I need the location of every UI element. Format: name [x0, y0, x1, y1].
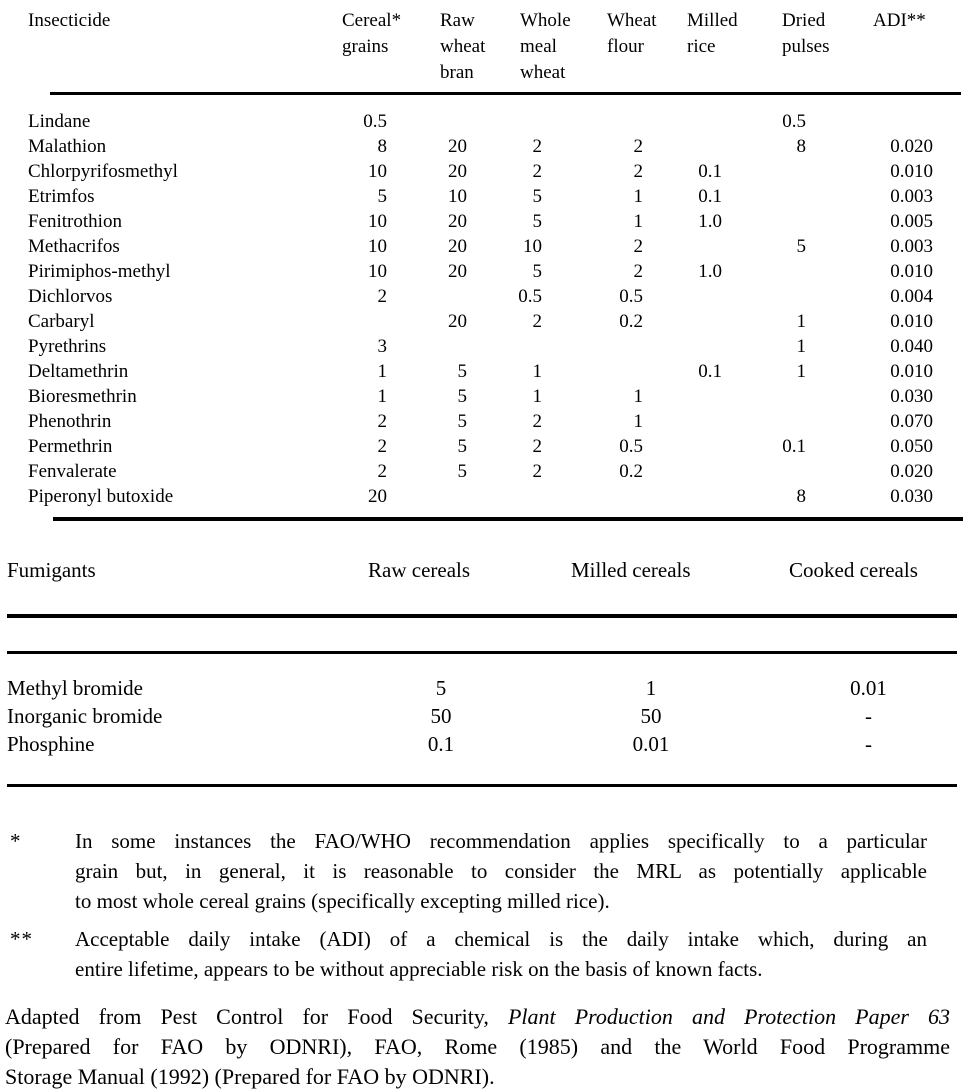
insecticide-name: Lindane [28, 111, 91, 132]
mrl-value: 2 [532, 411, 542, 432]
mrl-value: 1.0 [698, 211, 722, 232]
table-row [0, 484, 938, 509]
footnote [0, 924, 963, 984]
column-header-dried-pulses [727, 8, 830, 86]
column-header-line: Dried [782, 10, 826, 31]
mrl-value [547, 359, 648, 384]
mrl-value: 2 [633, 236, 643, 257]
fumigant-mrl-table [4, 544, 957, 794]
column-header-insecticide [0, 8, 335, 86]
column-header-line: meal [520, 36, 557, 57]
footnote-marker: ** [10, 927, 33, 951]
top-rule-row [4, 594, 957, 630]
mrl-value: - [865, 732, 872, 756]
mrl-value [727, 459, 811, 484]
fumigant-name: Phosphine [7, 732, 95, 756]
mrl-value: 0.5 [619, 286, 643, 307]
insecticide-name: Etrimfos [28, 186, 95, 207]
insecticide-mrl-table [0, 8, 938, 521]
footnote-line: entire lifetime, appears to be without appreciable risk on the basis of known facts. [75, 957, 763, 981]
insecticide-name: Deltamethrin [28, 361, 129, 382]
mrl-value: 1 [796, 336, 806, 357]
column-header-line: Cereal* [342, 10, 402, 31]
table-row [0, 259, 938, 284]
table-row [0, 234, 938, 259]
mrl-value [547, 484, 648, 509]
mrl-value: 20 [448, 136, 467, 157]
mrl-value [472, 109, 547, 134]
mrl-value [472, 334, 547, 359]
column-header-line: wheat [440, 36, 486, 57]
mrl-value: 0.010 [890, 261, 933, 282]
footnote [0, 826, 963, 916]
mrl-value: 1 [633, 186, 643, 207]
fumigant-name: Methyl bromide [7, 676, 143, 700]
footnote-text [75, 924, 940, 984]
column-header-fumigants: Fumigants [7, 558, 96, 582]
mrl-value: 2 [633, 136, 643, 157]
mrl-value: 20 [448, 236, 467, 257]
mrl-value [648, 409, 727, 434]
column-header-raw-cereals: Raw cereals [368, 558, 471, 582]
source-text: Adapted from Pest Control for Food Security, [5, 1004, 508, 1029]
column-header-line: Whole [520, 10, 571, 31]
mrl-value: 0.010 [890, 311, 933, 332]
column-header-line: ADI** [873, 10, 926, 31]
mrl-value: 0.070 [890, 411, 933, 432]
bottom-rule-row [4, 758, 957, 794]
mrl-value: 20 [368, 486, 387, 507]
mrl-value: 2 [532, 311, 542, 332]
mrl-value: 10 [448, 186, 467, 207]
mrl-value [392, 334, 472, 359]
table-row [0, 334, 938, 359]
mrl-value: 0.003 [890, 236, 933, 257]
table-row [4, 730, 957, 758]
mrl-value: 0.050 [890, 436, 933, 457]
insecticide-name: Pirimiphos-methyl [28, 261, 171, 282]
mrl-value: 0.2 [619, 311, 643, 332]
mrl-value [648, 134, 727, 159]
mrl-value: 1 [377, 361, 387, 382]
source-line [5, 1062, 950, 1092]
mrl-value: 1.0 [698, 261, 722, 282]
insecticide-name: Phenothrin [28, 411, 112, 432]
mrl-value [547, 334, 648, 359]
column-header-milled-cereals: Milled cereals [571, 558, 691, 582]
mrl-value [392, 284, 472, 309]
column-header-cereal-grains [335, 8, 402, 86]
mrl-value: 1 [796, 311, 806, 332]
mrl-value [648, 334, 727, 359]
mrl-value: 2 [532, 436, 542, 457]
mrl-value: 5 [457, 386, 467, 407]
column-header-line: pulses [782, 36, 830, 57]
mrl-value: 5 [532, 211, 542, 232]
mrl-value: 20 [448, 261, 467, 282]
mrl-value: 2 [633, 261, 643, 282]
mrl-value: 2 [532, 461, 542, 482]
mrl-value: 5 [377, 186, 387, 207]
mrl-value: 0.1 [698, 161, 722, 182]
mrl-value [727, 384, 811, 409]
mrl-value: 20 [448, 211, 467, 232]
source-italic-title: Plant Production and Protection Paper 63 [507, 1004, 950, 1029]
table-row [0, 384, 938, 409]
mrl-value: - [865, 704, 872, 728]
column-header-cooked-cereals: Cooked cereals [789, 558, 918, 582]
insecticide-name: Piperonyl butoxide [28, 486, 174, 507]
fumigant-table-body [4, 666, 957, 758]
mrl-value [648, 234, 727, 259]
column-header-raw-wheat-bran [392, 8, 486, 86]
mrl-value [727, 184, 811, 209]
insecticide-name: Permethrin [28, 436, 113, 457]
mrl-value [727, 409, 811, 434]
mrl-value [648, 309, 727, 334]
mrl-value: 5 [457, 436, 467, 457]
mrl-value: 5 [457, 361, 467, 382]
mrl-value: 2 [377, 411, 387, 432]
source-text: (Prepared for FAO by ODNRI), FAO, Rome (1985) and the World Food Programme [5, 1034, 950, 1059]
table-row [0, 459, 938, 484]
bottom-rule-row [0, 509, 938, 521]
mrl-value: 50 [640, 704, 662, 728]
mrl-value: 10 [523, 236, 542, 257]
column-header-line: flour [607, 36, 644, 57]
mrl-value [727, 284, 811, 309]
table-row [0, 409, 938, 434]
mrl-value: 0.2 [619, 461, 643, 482]
insecticide-table-header-row [0, 8, 938, 86]
mrl-value: 5 [457, 461, 467, 482]
footnotes-block [0, 826, 963, 984]
mrl-value: 5 [457, 411, 467, 432]
mrl-value: 0.5 [782, 111, 806, 132]
column-header-milled-rice [648, 8, 738, 86]
mrl-value: 5 [532, 186, 542, 207]
header-rule-row [0, 86, 938, 109]
mrl-value: 0.010 [890, 361, 933, 382]
column-header-line: rice [687, 36, 716, 57]
table-row [0, 184, 938, 209]
table-row [0, 109, 938, 134]
mrl-value: 20 [448, 311, 467, 332]
mrl-value: 0.1 [427, 732, 455, 756]
mrl-value [811, 109, 938, 134]
mrl-value [648, 109, 727, 134]
mrl-value: 0.01 [632, 732, 670, 756]
insecticide-name: Malathion [28, 136, 107, 157]
table-row [0, 159, 938, 184]
column-header-line: grains [342, 36, 389, 57]
table-rule [7, 784, 957, 787]
insecticide-name: Pyrethrins [28, 336, 107, 357]
footnote-line: Acceptable daily intake (ADI) of a chemical is the daily intake which, during an [75, 927, 927, 951]
mrl-value: 10 [368, 261, 387, 282]
mrl-value: 8 [377, 136, 387, 157]
mrl-value: 1 [633, 386, 643, 407]
mrl-value [472, 484, 547, 509]
source-text: Storage Manual (1992) (Prepared for FAO by ODNRI). [5, 1064, 495, 1089]
mrl-value: 0.004 [890, 286, 933, 307]
table-row [4, 702, 957, 730]
mrl-value: 0.010 [890, 161, 933, 182]
table-rule [7, 614, 957, 618]
source-line [5, 1002, 950, 1032]
footnote-line: grain but, in general, it is reasonable to consider the MRL as potentially applicable [75, 859, 927, 883]
mrl-value [335, 309, 392, 334]
footnote-line: In some instances the FAO/WHO recommendation applies specifically to a particular [75, 829, 927, 853]
table-rule [7, 651, 957, 654]
fumigant-table-header-row [4, 544, 957, 594]
table-row [0, 134, 938, 159]
table-row [0, 434, 938, 459]
table-rule [53, 517, 963, 521]
mrl-value [648, 284, 727, 309]
table-row [0, 359, 938, 384]
column-header-line: wheat [520, 62, 566, 83]
column-header-line: Raw [440, 10, 475, 31]
mrl-value: 0.1 [698, 361, 722, 382]
footnote-marker: * [10, 829, 22, 853]
column-header-line: bran [440, 62, 474, 83]
column-header-line: Milled [687, 10, 738, 31]
mrl-value: 0.5 [619, 436, 643, 457]
mrl-value [392, 109, 472, 134]
mrl-value: 2 [633, 161, 643, 182]
mrl-value: 8 [796, 136, 806, 157]
mrl-value: 0.5 [363, 111, 387, 132]
column-header-adi [811, 8, 938, 86]
mrl-value: 2 [532, 136, 542, 157]
insecticide-name: Fenitrothion [28, 211, 122, 232]
mrl-value: 2 [377, 436, 387, 457]
source-line [5, 1032, 950, 1062]
source-citation [5, 1002, 950, 1092]
mrl-value: 0.1 [698, 186, 722, 207]
mrl-value: 0.005 [890, 211, 933, 232]
mrl-value: 20 [448, 161, 467, 182]
mrl-value: 2 [532, 161, 542, 182]
mrl-value: 1 [633, 411, 643, 432]
table-row [0, 284, 938, 309]
mrl-value [648, 459, 727, 484]
mrl-value: 0.040 [890, 336, 933, 357]
mrl-value: 0.030 [890, 386, 933, 407]
mrl-value: 0.003 [890, 186, 933, 207]
mrl-value [727, 259, 811, 284]
mrl-value [648, 384, 727, 409]
mrl-value: 1 [796, 361, 806, 382]
mrl-value: 2 [377, 286, 387, 307]
insecticide-name: Carbaryl [28, 311, 95, 332]
mrl-value: 5 [796, 236, 806, 257]
scanned-page [0, 8, 963, 1089]
mrl-value: 10 [368, 211, 387, 232]
mrl-value [648, 484, 727, 509]
mrl-value: 5 [532, 261, 542, 282]
mrl-value: 3 [377, 336, 387, 357]
mrl-value: 2 [377, 461, 387, 482]
insecticide-name: Methacrifos [28, 236, 120, 257]
mrl-value: 10 [368, 236, 387, 257]
table-rule [50, 92, 961, 95]
mrl-value [547, 109, 648, 134]
mrl-value [727, 159, 811, 184]
insecticide-name: Dichlorvos [28, 286, 113, 307]
mrl-value: 50 [430, 704, 452, 728]
mrl-value: 0.1 [782, 436, 806, 457]
mrl-value: 10 [368, 161, 387, 182]
table-row [4, 666, 957, 702]
header-rule-row [4, 630, 957, 666]
insecticide-table-body [0, 109, 938, 509]
mrl-value: 1 [532, 361, 542, 382]
mrl-value [392, 484, 472, 509]
column-header-line: Wheat [607, 10, 657, 31]
table-row [0, 209, 938, 234]
mrl-value [727, 209, 811, 234]
mrl-value: 1 [645, 676, 657, 700]
mrl-value: 0.5 [518, 286, 542, 307]
footnote-line: to most whole cereal grains (specifically excepting milled rice). [75, 889, 610, 913]
mrl-value [648, 434, 727, 459]
mrl-value: 1 [377, 386, 387, 407]
mrl-value: 0.020 [890, 461, 933, 482]
column-header-line: Insecticide [28, 10, 111, 31]
mrl-value: 1 [633, 211, 643, 232]
insecticide-name: Chlorpyrifosmethyl [28, 161, 178, 182]
mrl-value: 0.01 [850, 676, 887, 700]
mrl-value: 1 [532, 386, 542, 407]
insecticide-name: Bioresmethrin [28, 386, 137, 407]
mrl-value: 0.030 [890, 486, 933, 507]
table-row [0, 309, 938, 334]
footnote-text [75, 826, 940, 916]
fumigant-name: Inorganic bromide [7, 704, 163, 728]
mrl-value: 8 [796, 486, 806, 507]
insecticide-name: Fenvalerate [28, 461, 117, 482]
mrl-value: 5 [435, 676, 447, 700]
mrl-value: 0.020 [890, 136, 933, 157]
